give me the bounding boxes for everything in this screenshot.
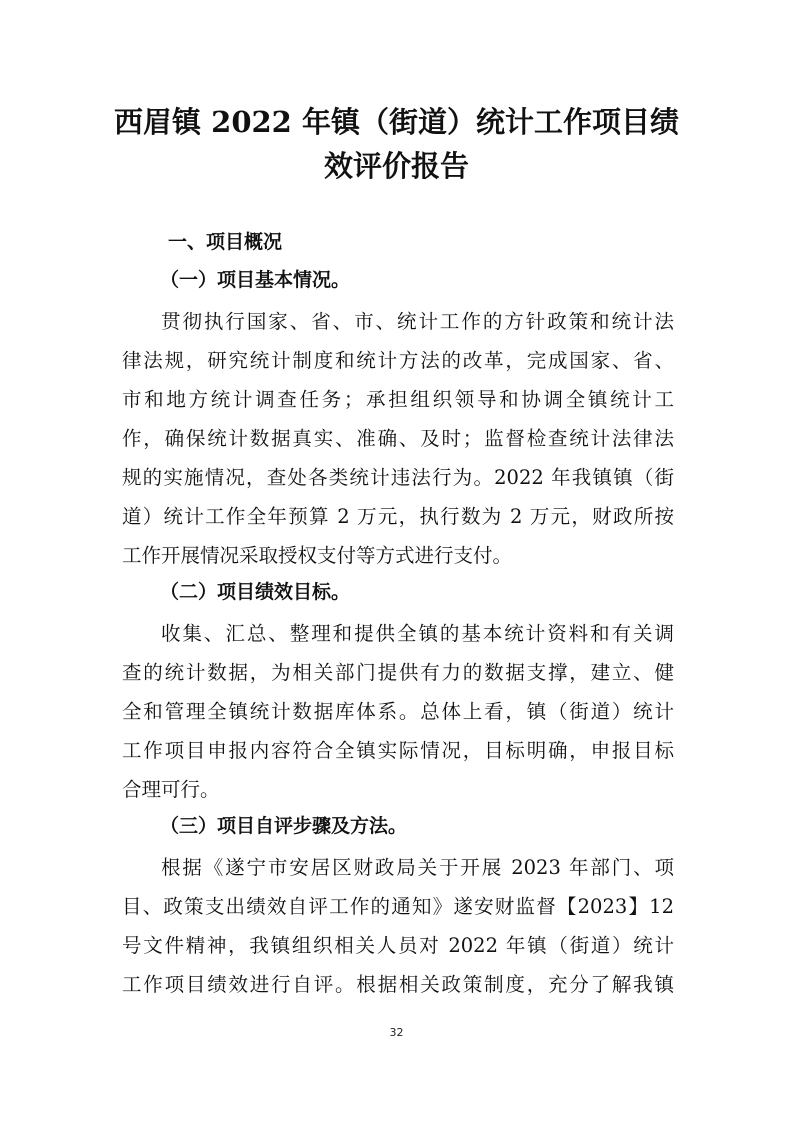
- paragraph-line: 查的统计数据，为相关部门提供有力的数据支撑，建立、健: [122, 661, 674, 684]
- title-line: 效评价报告: [323, 149, 469, 183]
- paragraph-line: 规的实施情况，查处各类统计违法行为。2022 年我镇镇（街: [122, 466, 674, 489]
- subsection-heading-evaluation-method: （三）项目自评步骤及方法。: [160, 815, 408, 837]
- paragraph-evaluation-method: [122, 848, 674, 1004]
- paragraph-line: 目、政策支出绩效自评工作的通知》遂安财监督【2023】12: [122, 895, 674, 918]
- paragraph-line: 道）统计工作全年预算 2 万元，执行数为 2 万元，财政所按: [122, 505, 674, 528]
- paragraph-line: 工作项目绩效进行自评。根据相关政策制度，充分了解我镇: [122, 973, 674, 996]
- paragraph-line: 市和地方统计调查任务；承担组织领导和协调全镇统计工: [122, 388, 674, 411]
- paragraph-line: 工作开展情况采取授权支付等方式进行支付。: [122, 544, 513, 567]
- paragraph-basic-info: [122, 302, 674, 575]
- paragraph-performance-goals: [122, 614, 674, 809]
- page-number: 32: [389, 1026, 404, 1039]
- paragraph-line: 根据《遂宁市安居区财政局关于开展 2023 年部门、项: [161, 856, 674, 879]
- paragraph-line: 全和管理全镇统计数据库体系。总体上看，镇（街道）统计: [122, 700, 674, 723]
- document-title: [100, 100, 693, 188]
- subsection-heading-performance-goals: （二）项目绩效目标。: [160, 581, 351, 603]
- paragraph-line: 工作项目申报内容符合全镇实际情况，目标明确，申报目标: [122, 739, 674, 762]
- title-line: 西眉镇 2022 年镇（街道）统计工作项目绩: [114, 105, 679, 139]
- paragraph-line: 号文件精神，我镇组织相关人员对 2022 年镇（街道）统计: [122, 934, 674, 957]
- paragraph-line: 收集、汇总、整理和提供全镇的基本统计资料和有关调: [161, 622, 674, 645]
- paragraph-line: 律法规，研究统计制度和统计方法的改革，完成国家、省、: [122, 349, 674, 372]
- section-heading-project-overview: 一、项目概况: [168, 231, 283, 253]
- paragraph-line: 合理可行。: [122, 778, 220, 801]
- subsection-heading-basic-info: （一）项目基本情况。: [160, 269, 351, 291]
- paragraph-line: 贯彻执行国家、省、市、统计工作的方针政策和统计法: [161, 310, 674, 333]
- paragraph-line: 作，确保统计数据真实、准确、及时；监督检查统计法律法: [122, 427, 674, 450]
